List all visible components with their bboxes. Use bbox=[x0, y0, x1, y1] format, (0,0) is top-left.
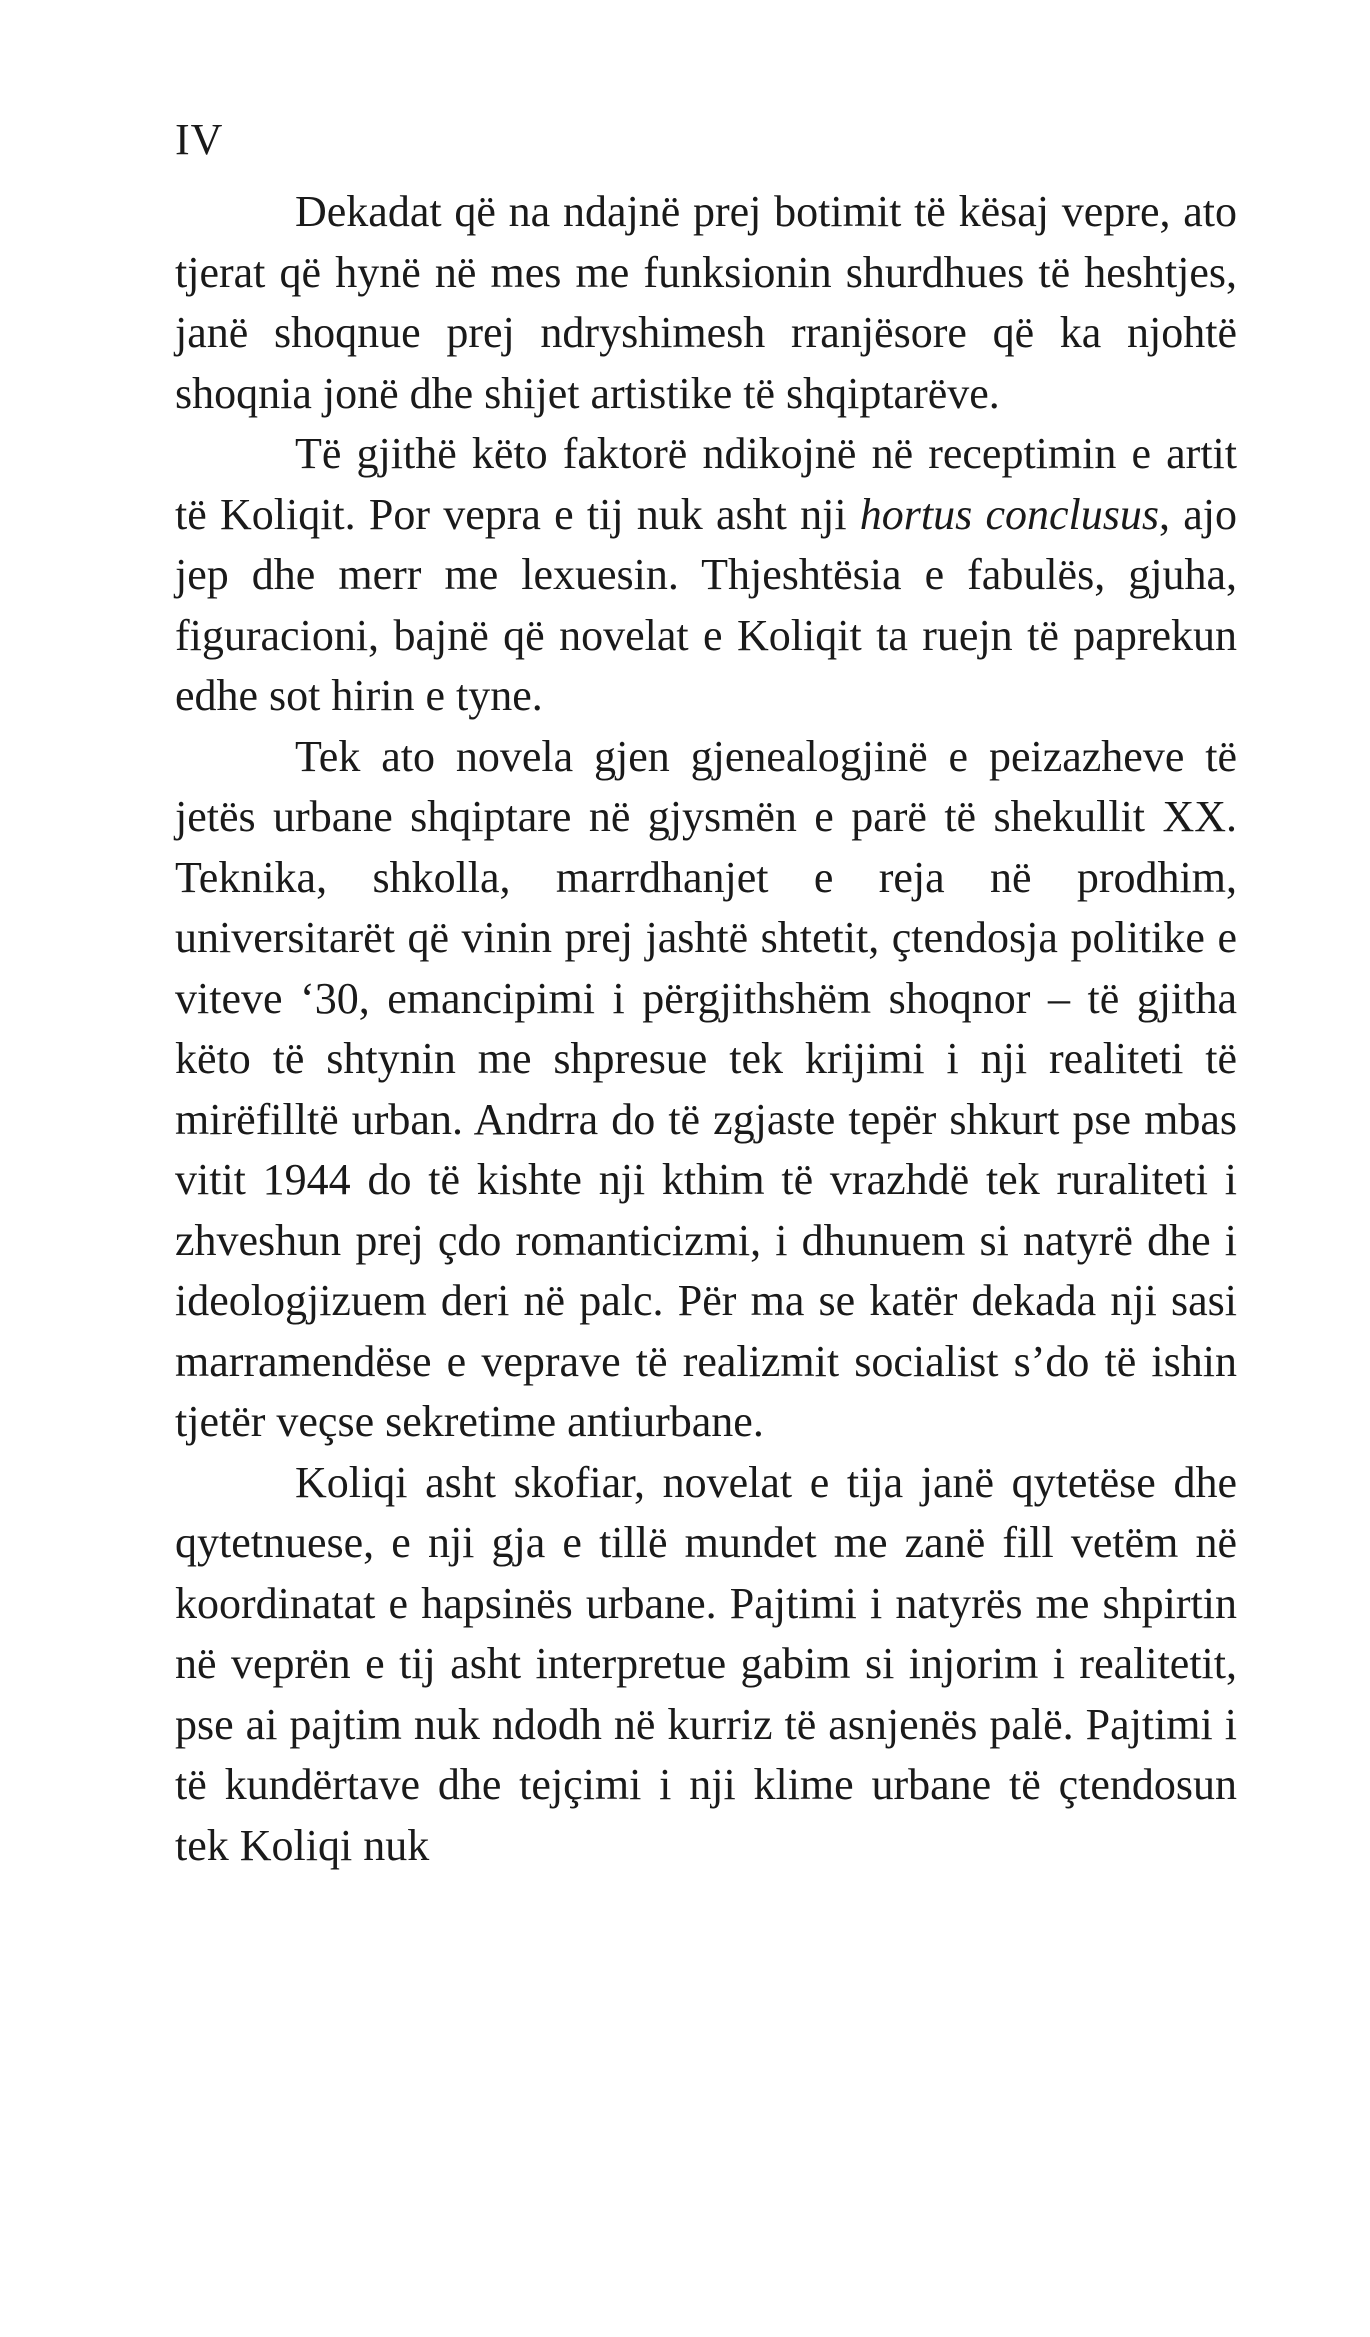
paragraph-2 bbox=[175, 424, 1237, 727]
page-number: IV bbox=[175, 115, 224, 164]
paragraph-3: Tek ato novela gjen gjenealogjinë e peizazheve të jetës urbane shqiptare në gjysmën e parë të shekullit XX. Teknika, shkolla, marrdhanjet e reja në prodhim, universitarët që vinin prej jashtë shtetit, çtendosja politike e viteve ‘30, emancipimi i përgjithshëm shoqnor – të gjitha këto të shtynin me shpresue tek krijimi i nji realiteti të mirëfilltë urban. Andrra do të zgjaste tepër shkurt pse mbas vitit 1944 do të kishte nji kthim të vrazhdë tek ruraliteti i zhveshun prej çdo romanticizmi, i dhunuem si natyrë dhe i ideologjizuem deri në palc. Për ma se katër dekada nji sasi marramendëse e veprave të realizmit socialist s’do të ishin tjetër veçse sekretime antiurbane. bbox=[175, 731, 1237, 1446]
body-text bbox=[175, 182, 1237, 1876]
paragraph-4: Koliqi asht skofiar, novelat e tija janë qytetëse dhe qytetnuese, e nji gja e tillë mundet me zanë fill vetëm në koordinatat e hapsinës urbane. Pajtimi i natyrës me shpirtin në veprën e tij asht interpretue gabim si injorim i realitetit, pse ai pajtim nuk ndodh në kurriz të asnjenës palë. Pajtimi i të kundërtave dhe tejçimi i nji klime urbane të çtendosun tek Koliqi nuk bbox=[175, 1457, 1237, 1870]
paragraph-2-part-1: Të gjithë këto faktorë ndikojnë në receptimin e artit të Koliqit. Por vepra e tij nuk asht nji bbox=[175, 429, 1237, 539]
latin-phrase: hortus conclusus bbox=[859, 489, 1160, 539]
paragraph-2-part-2: , ajo jep dhe merr me lexuesin. Thjeshtësia e fabulës, gjuha, figuracioni, bajnë që novelat e Koliqit ta ruejn të paprekun edhe sot hirin e tyne. bbox=[175, 489, 1238, 720]
paragraph-1: Dekadat që na ndajnë prej botimit të kësaj vepre, ato tjerat që hynë në mes me funksionin shurdhues të heshtjes, janë shoqnue prej ndryshimesh rranjësore që ka njohtë shoqnia jonë dhe shijet artistike të shqiptarëve. bbox=[175, 187, 1237, 418]
